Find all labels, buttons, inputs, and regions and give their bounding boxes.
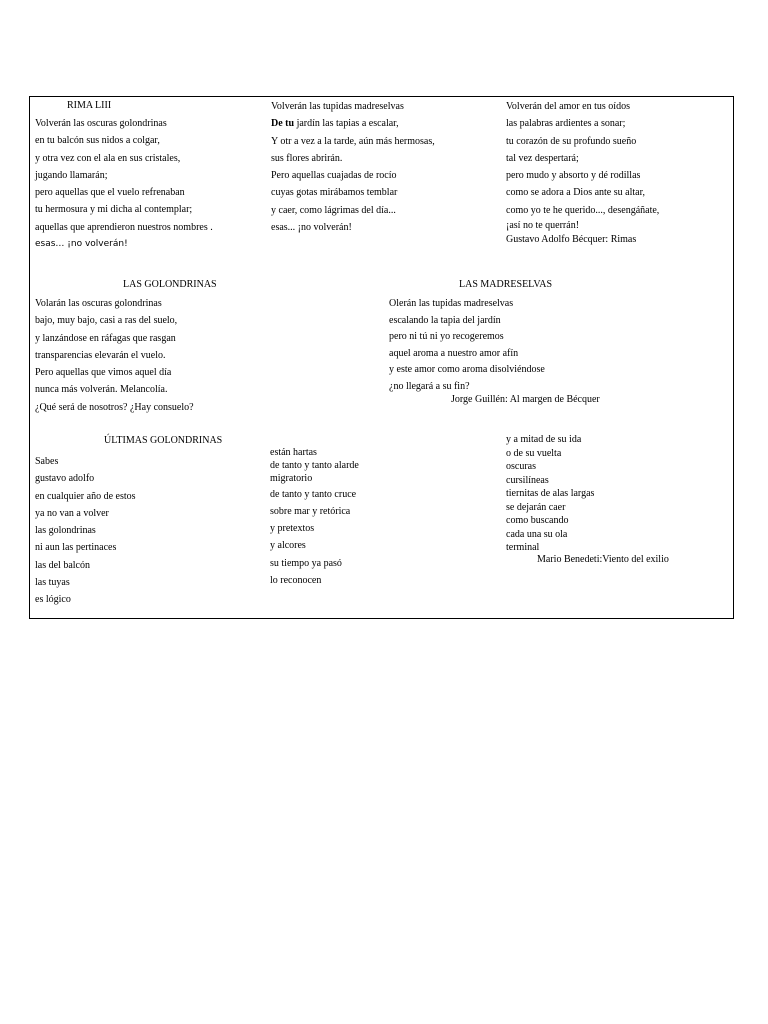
verse-line: o de su vuelta (506, 447, 562, 459)
verse-line: ni aun las pertinaces (35, 542, 117, 554)
verse-line: migratorio (270, 473, 313, 484)
ultimas-column-2 (270, 447, 359, 589)
verse-line: terminal (506, 542, 540, 553)
verse-line: pero aquellas que el vuelo refrenaban (35, 187, 185, 199)
verse-line: es lógico (35, 594, 71, 606)
verse-line: aquel aroma a nuestro amor afín (389, 347, 519, 359)
verse-line: y pretextos (270, 523, 315, 535)
verse-line: en tu balcón sus nidos a colgar, (35, 135, 160, 147)
verse-line: escalando la tapia del jardín (389, 314, 501, 326)
verse-line: como buscando (506, 515, 569, 526)
verse-line: ¡así no te querrán! (506, 220, 580, 232)
verse-line: se dejarán caer (506, 501, 566, 513)
verse-line: sobre mar y retórica (270, 505, 351, 517)
verse-line: oscuras (506, 461, 536, 472)
verse-line: Volverán del amor en tus oídos (506, 101, 630, 112)
ultimas-title: ÚLTIMAS GOLONDRINAS (104, 435, 223, 446)
golondrinas-poem (35, 295, 194, 416)
verse-line: Volarán las oscuras golondrinas (35, 298, 162, 309)
verse-line: como yo te he querido..., desengáñate, (506, 204, 660, 216)
verse-line: y lanzándose en ráfagas que rasgan (35, 332, 176, 344)
golondrinas-title: LAS GOLONDRINAS (123, 279, 217, 290)
verse-line: tu corazón de su profundo sueño (506, 135, 637, 147)
verse-line: esas... ¡no volverán! (271, 222, 352, 234)
verse-line: y este amor como aroma disolviéndose (389, 364, 545, 376)
verse-line: esas… ¡no volverán! (35, 239, 128, 250)
verse-line: Y otr a vez a la tarde, aún más hermosas, (271, 135, 435, 147)
verse-line: bajo, muy bajo, casi a ras del suelo, (35, 315, 178, 327)
verse-line: las tuyas (35, 577, 70, 589)
verse-line: Pero aquellas cuajadas de rocío (271, 170, 397, 182)
verse-line (271, 115, 435, 132)
verse-line: de tanto y tanto cruce (270, 488, 357, 500)
verse-line: aquellas que aprendieron nuestros nombres . (35, 221, 213, 233)
verse-line: su tiempo ya pasó (270, 557, 342, 569)
verse-line: nunca más volverán. Melancolía. (35, 384, 168, 396)
rima-column-1 (35, 115, 213, 253)
verse-line: jugando llamarán; (35, 169, 108, 181)
verse-line: lo reconocen (270, 574, 322, 586)
madreselvas-poem (389, 296, 545, 396)
rima-column-3 (506, 98, 659, 246)
verse-line: Pero aquellas que vimos aquel día (35, 367, 172, 379)
verse-line: y a mitad de su ida (506, 434, 582, 445)
verse-line: tal vez despertará; (506, 152, 579, 164)
verse-line: tu hermosura y mi dicha al contemplar; (35, 204, 193, 216)
verse-line: sus flores abrirán. (271, 152, 343, 164)
verse-line: Sabes (35, 456, 59, 467)
verse-line: las del balcón (35, 559, 90, 571)
verse-line: y otra vez con el ala en sus cristales, (35, 152, 181, 164)
verse-line: Volverán las tupidas madreselvas (271, 101, 404, 112)
verse-line: como se adora a Dios ante su altar, (506, 187, 645, 199)
verse-line: ¿no llegará a su fin? (389, 380, 470, 392)
verse-line: las golondrinas (35, 525, 96, 537)
verse-line: y caer, como lágrimas del día... (271, 204, 396, 216)
verse-line: ya no van a volver (35, 507, 109, 519)
verse-line: cuyas gotas mirábamos temblar (271, 187, 398, 199)
verse-line: gustavo adolfo (35, 473, 95, 485)
verse-line: de tanto y tanto alarde (270, 459, 359, 471)
verse-line: las palabras ardientes a sonar; (506, 118, 626, 130)
verse-line: tiernitas de alas largas (506, 488, 595, 499)
ultimas-column-1 (35, 453, 136, 609)
verse-line: Olerán las tupidas madreselvas (389, 298, 514, 309)
verse-line: pero mudo y absorto y dé rodillas (506, 170, 641, 182)
author-attribution: Jorge Guillén: Al margen de Bécquer (451, 394, 600, 405)
verse-line: transparencias elevarán el vuelo. (35, 349, 166, 361)
rima-title: RIMA LIII (67, 100, 112, 111)
verse-line: pero ni tú ni yo recogeremos (389, 331, 504, 343)
verse-line: cada una su ola (506, 528, 568, 540)
poem-frame (29, 96, 734, 619)
verse-line: y alcores (270, 540, 306, 552)
author-attribution: Gustavo Adolfo Bécquer: Rimas (506, 233, 637, 245)
author-attribution: Mario Benedeti:Viento del exilio (537, 554, 669, 565)
verse-line: ¿Qué será de nosotros? ¿Hay consuelo? (35, 401, 194, 413)
ultimas-column-3 (506, 433, 594, 555)
madreselvas-title: LAS MADRESELVAS (459, 279, 553, 290)
rima-column-2 (271, 98, 435, 236)
verse-text: jardín las tapias a escalar, (294, 118, 399, 130)
bold-text: De tu (271, 118, 295, 130)
verse-line: Volverán las oscuras golondrinas (35, 118, 167, 129)
verse-line: cursilíneas (506, 474, 549, 486)
verse-line: en cualquier año de estos (35, 490, 136, 502)
verse-line: están hartas (270, 447, 317, 458)
